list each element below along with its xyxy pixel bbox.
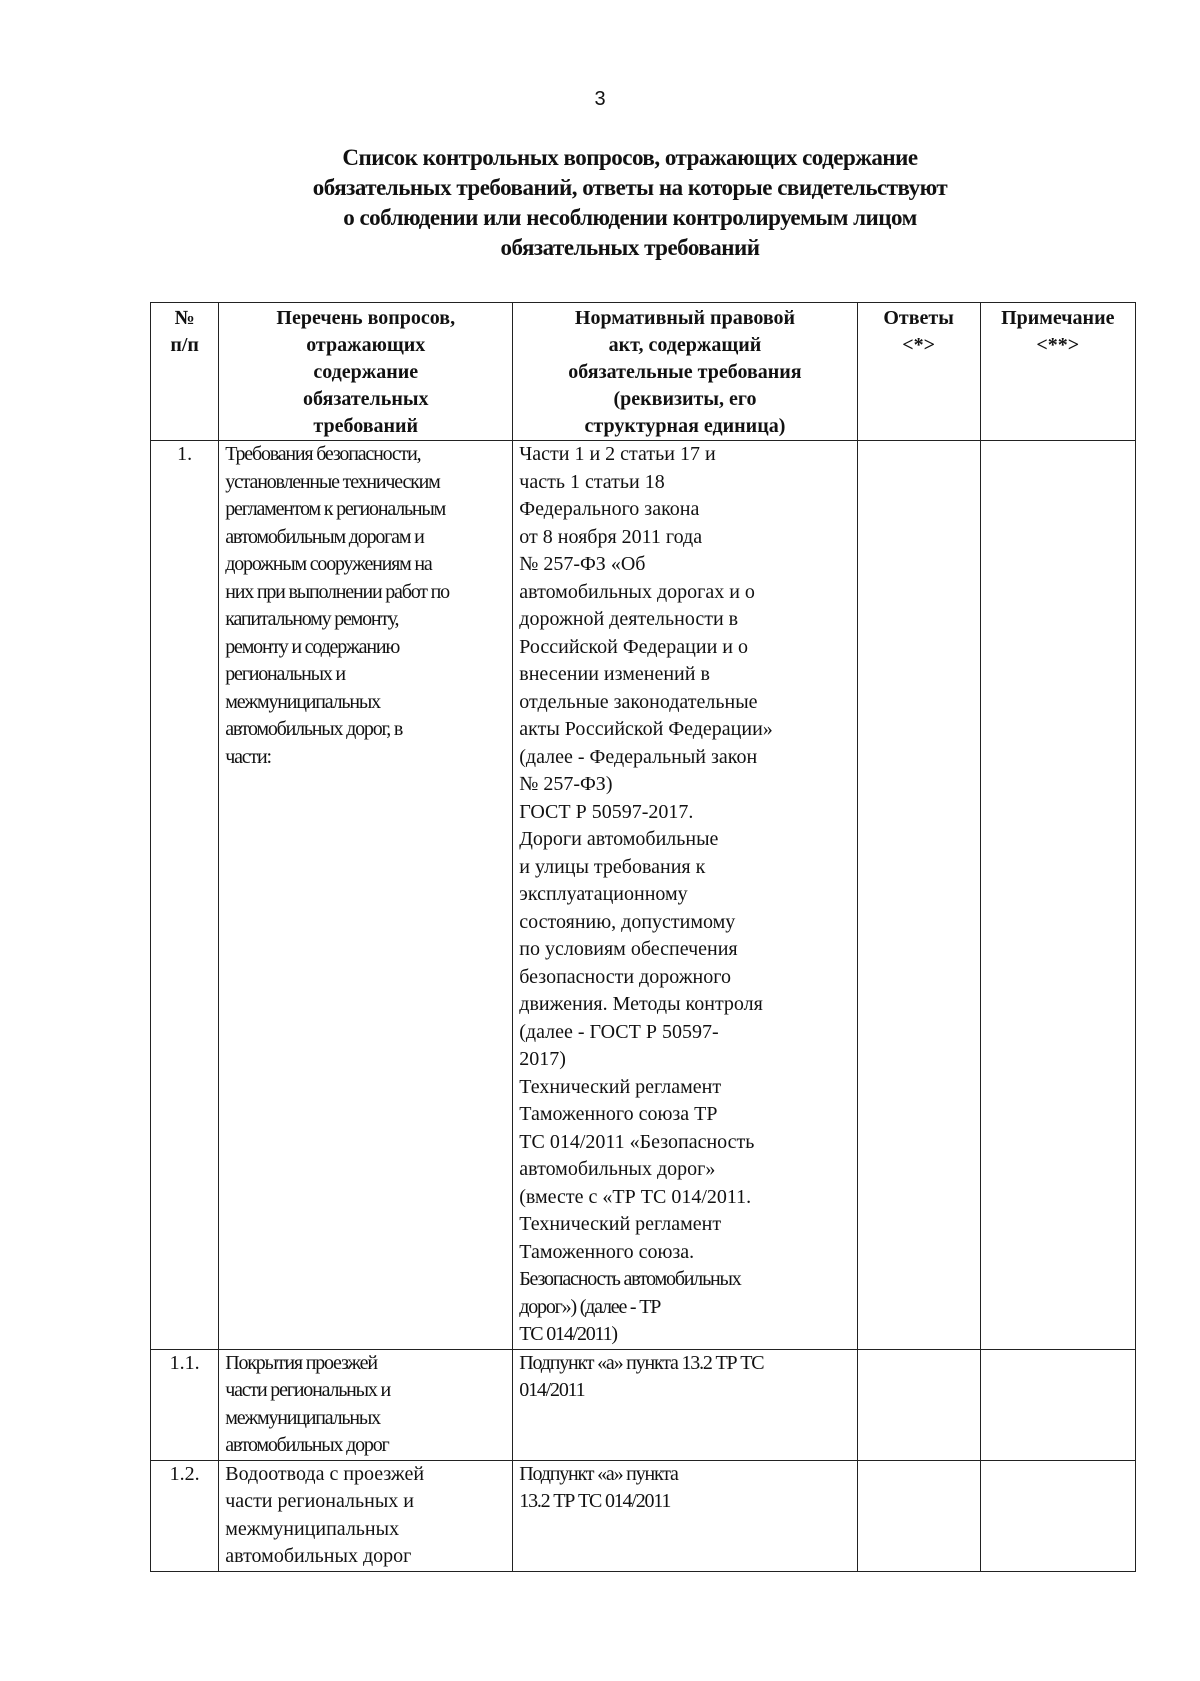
cell-line: внесении изменений в: [519, 663, 710, 685]
cell-line: Покрытия проезжей: [225, 1351, 377, 1374]
cell-line: 13.2 ТР ТС 014/2011: [519, 1490, 671, 1512]
cell-line: дорожным сооружениям на: [225, 553, 432, 575]
cell-line: № 257-ФЗ «Об: [519, 553, 646, 575]
answer-cell: [857, 441, 980, 1350]
cell-line: (вместе с «ТР ТС 014/2011.: [519, 1185, 752, 1208]
document-title: [200, 143, 1060, 263]
table-header-row: [151, 303, 1136, 441]
title-line: о соблюдении или несоблюдении контролируемым лицом: [343, 205, 917, 230]
cell-line: 2017): [519, 1048, 566, 1070]
title-line: Список контрольных вопросов, отражающих содержание: [342, 145, 918, 170]
cell-line: (далее - Федеральный закон: [519, 745, 758, 768]
header-line: №: [174, 307, 195, 329]
cell-line: дорог») (далее - ТР: [519, 1295, 661, 1318]
cell-line: ремонту и содержанию: [225, 635, 400, 658]
cell-line: Части 1 и 2 статьи 17 и: [519, 443, 716, 465]
cell-line: региональных и: [225, 663, 345, 685]
table-row: [151, 1349, 1136, 1460]
cell-line: них при выполнении работ по: [225, 580, 449, 603]
cell-line: автомобильных дорог: [225, 1434, 389, 1456]
act-cell: [513, 1349, 857, 1460]
note-cell: [980, 1349, 1135, 1460]
header-questions: [219, 303, 513, 441]
header-line: требований: [313, 415, 419, 437]
header-line: <*>: [902, 334, 936, 356]
cell-line: от 8 ноября 2011 года: [519, 525, 703, 548]
cell-line: движения. Методы контроля: [519, 993, 763, 1015]
header-act: [513, 303, 857, 441]
cell-line: межмуниципальных: [225, 690, 380, 713]
cell-line: Подпункт «а» пункта: [519, 1462, 678, 1485]
cell-line: ГОСТ Р 50597-2017.: [519, 800, 694, 823]
title-line: обязательных требований, ответы на которые свидетельствуют: [312, 175, 948, 200]
header-line: Перечень вопросов,: [276, 307, 456, 329]
cell-line: автомобильным дорогам и: [225, 525, 424, 548]
cell-line: дорожной деятельности в: [519, 608, 739, 630]
cell-line: отдельные законодательные: [519, 690, 758, 713]
header-line: Нормативный правовой: [574, 307, 796, 329]
cell-line: автомобильных дорогах и о: [519, 580, 755, 603]
header-line: Ответы: [883, 307, 954, 329]
cell-line: эксплуатационному: [519, 883, 688, 905]
cell-line: (далее - ГОСТ Р 50597-: [519, 1020, 719, 1043]
header-line: п/п: [170, 334, 199, 356]
cell-line: ТС 014/2011 «Безопасность: [519, 1130, 755, 1153]
answer-cell: [857, 1460, 980, 1571]
act-cell: [513, 1460, 857, 1571]
cell-line: Федерального закона: [519, 498, 700, 520]
row-number: 1.2.: [151, 1460, 219, 1571]
cell-line: части:: [225, 745, 271, 768]
cell-line: межмуниципальных: [225, 1406, 380, 1429]
title-line: обязательных требований: [500, 235, 760, 260]
cell-line: автомобильных дорог, в: [225, 718, 403, 740]
header-num: [151, 303, 219, 441]
table-row: [151, 1460, 1136, 1571]
cell-line: по условиям обеспечения: [519, 938, 738, 960]
cell-line: акты Российской Федерации»: [519, 718, 773, 740]
cell-line: Дороги автомобильные: [519, 828, 719, 850]
cell-line: Таможенного союза.: [519, 1240, 695, 1263]
question-cell: [219, 441, 513, 1350]
header-line: отражающих: [306, 334, 426, 356]
cell-line: установленные техническим: [225, 470, 440, 493]
cell-line: Технический регламент: [519, 1213, 722, 1235]
cell-line: капитальному ремонту,: [225, 608, 399, 630]
header-line: содержание: [313, 361, 419, 383]
page-number: 3: [594, 88, 606, 110]
cell-line: регламентом к региональным: [225, 498, 446, 520]
cell-line: 014/2011: [519, 1379, 585, 1401]
act-cell: [513, 441, 857, 1350]
header-line: <**>: [1036, 334, 1080, 356]
cell-line: безопасности дорожного: [519, 965, 731, 988]
cell-line: Требования безопасности,: [225, 443, 421, 465]
cell-line: Безопасность автомобильных: [519, 1268, 741, 1290]
cell-line: Водоотвода с проезжей: [225, 1462, 425, 1485]
table-row: [151, 441, 1136, 1350]
header-line: обязательные требования: [568, 361, 802, 383]
cell-line: части региональных и: [225, 1490, 414, 1512]
cell-line: межмуниципальных: [225, 1517, 400, 1540]
cell-line: автомобильных дорог: [225, 1545, 412, 1567]
cell-line: Российской Федерации и о: [519, 635, 748, 658]
cell-line: Подпункт «а» пункта 13.2 ТР ТС: [519, 1351, 764, 1374]
header-line: обязательных: [303, 388, 429, 410]
cell-line: ТС 014/2011): [519, 1323, 617, 1345]
table-body: [151, 441, 1136, 1572]
answer-cell: [857, 1349, 980, 1460]
checklist-table: [150, 302, 1136, 1572]
cell-line: Технический регламент: [519, 1075, 722, 1098]
cell-line: автомобильных дорог»: [519, 1158, 716, 1180]
note-cell: [980, 1460, 1135, 1571]
note-cell: [980, 441, 1135, 1350]
header-line: акт, содержащий: [608, 334, 762, 356]
cell-line: часть 1 статьи 18: [519, 470, 665, 493]
cell-line: и улицы требования к: [519, 855, 706, 878]
cell-line: Таможенного союза ТР: [519, 1103, 718, 1125]
header-answers: [857, 303, 980, 441]
row-number: 1.1.: [151, 1349, 219, 1460]
cell-line: № 257-ФЗ): [519, 773, 613, 795]
question-cell: [219, 1460, 513, 1571]
question-cell: [219, 1349, 513, 1460]
cell-line: состоянию, допустимому: [519, 910, 736, 933]
header-line: (реквизиты, его: [613, 388, 757, 410]
header-note: [980, 303, 1135, 441]
row-number: 1.: [151, 441, 219, 1350]
cell-line: части региональных и: [225, 1379, 390, 1401]
header-line: структурная единица): [584, 415, 786, 437]
header-line: Примечание: [1001, 307, 1115, 329]
